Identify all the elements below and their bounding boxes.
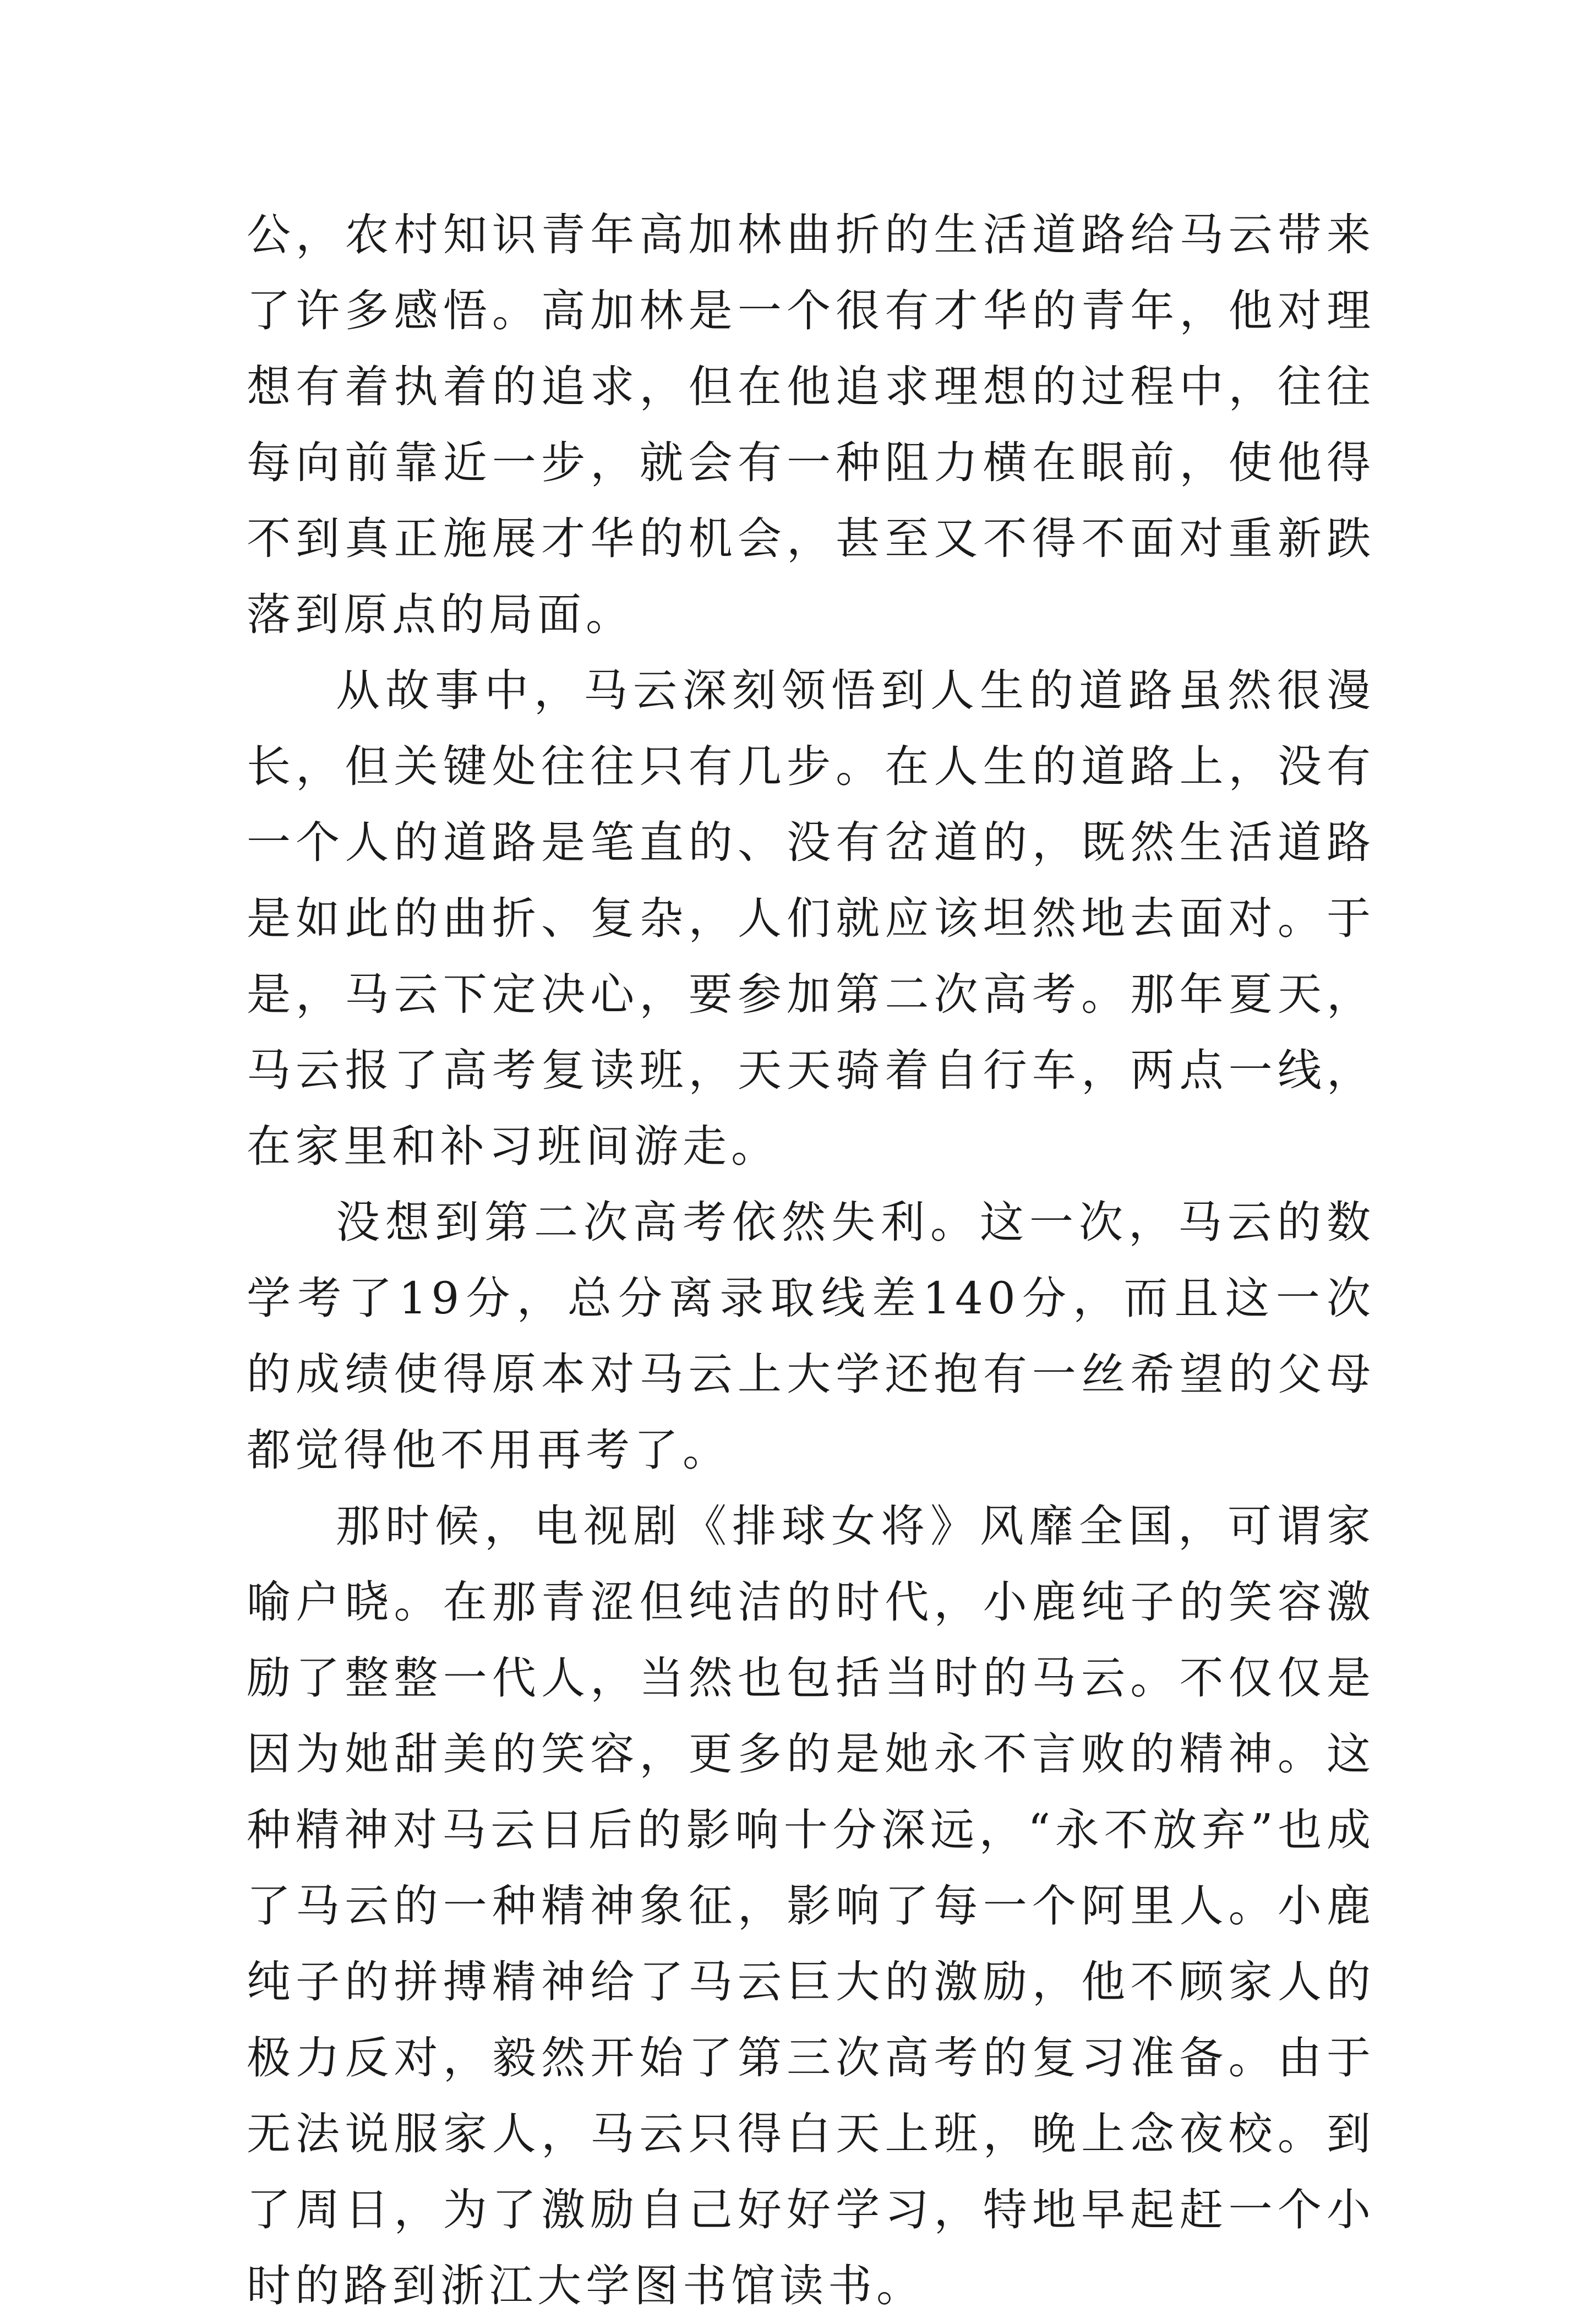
- paragraph-1: 公，农村知识青年高加林曲折的生活道路给马云带来了许多感悟。高加林是一个很有才华的青年，他对理想有着执着的追求，但在他追求理想的过程中，往往每向前靠近一步，就会有一种阻力横在眼前，使他得不到真正施展才华的机会，甚至又不得不面对重新跌落到原点的局面。: [247, 209, 1375, 640]
- paragraph-2: 从故事中，马云深刻领悟到人生的道路虽然很漫长，但关键处往往只有几步。在人生的道路上，没有一个人的道路是笔直的、没有岔道的，既然生活道路是如此的曲折、复杂，人们就应该坦然地去面对。于是，马云下定决心，要参加第二次高考。那年夏天，马云报了高考复读班，天天骑着自行车，两点一线，在家里和补习班间游走。: [247, 665, 1375, 1172]
- paragraph-3: 没想到第二次高考依然失利。这一次，马云的数学考了19分，总分离录取线差140分，而且这一次的成绩使得原本对马云上大学还抱有一丝希望的父母都觉得他不用再考了。: [247, 1197, 1375, 1476]
- body-text: [247, 197, 1375, 2324]
- paragraph-4: 那时候，电视剧《排球女将》风靡全国，可谓家喻户晓。在那青涩但纯洁的时代，小鹿纯子的笑容激励了整整一代人，当然也包括当时的马云。不仅仅是因为她甜美的笑容，更多的是她永不言败的精神。这种精神对马云日后的影响十分深远，“永不放弃”也成了马云的一种精神象征，影响了每一个阿里人。小鹿纯子的拼搏精神给了马云巨大的激励，他不顾家人的极力反对，毅然开始了第三次高考的复习准备。由于无法说服家人，马云只得白天上班，晚上念夜校。到了周日，为了激励自己好好学习，特地早起赶一个小时的路到浙江大学图书馆读书。: [247, 1501, 1375, 2311]
